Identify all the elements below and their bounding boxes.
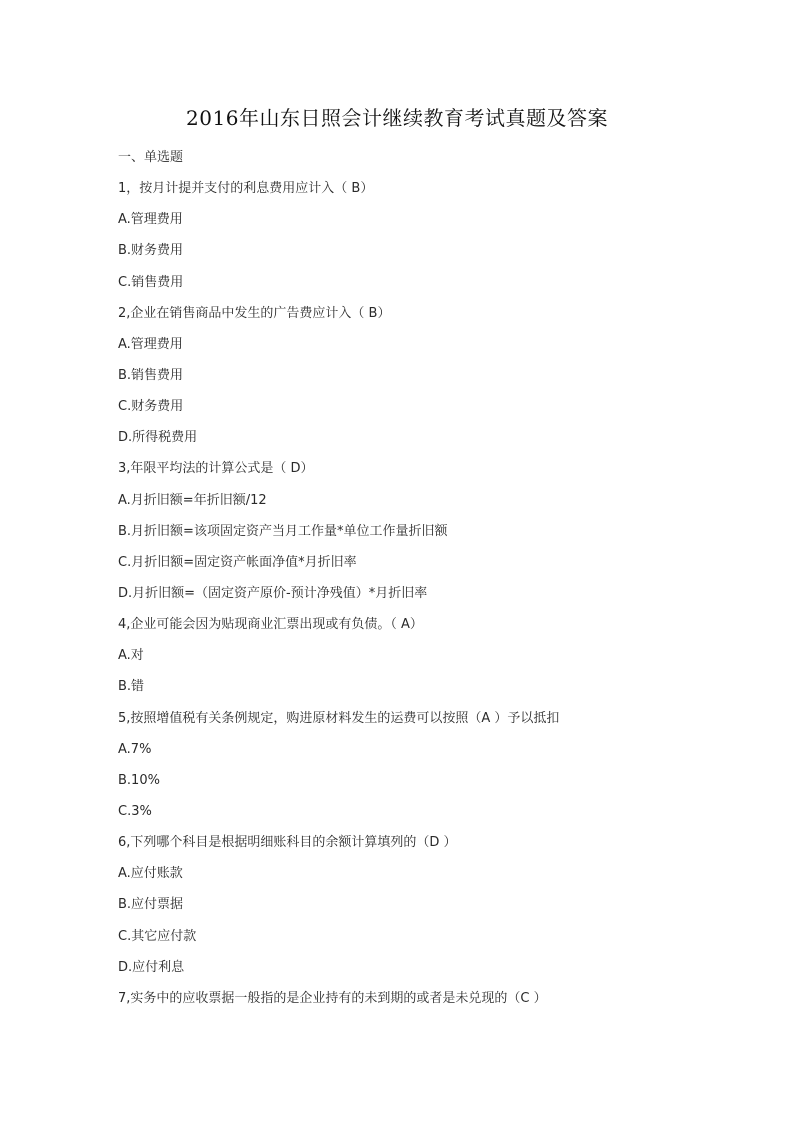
option-line: B.月折旧额=该项固定资产当月工作量*单位工作量折旧额 bbox=[118, 523, 448, 539]
section-heading: 一、单选题 bbox=[118, 150, 184, 165]
question-3: 3,年限平均法的计算公式是（ D） bbox=[118, 461, 314, 477]
option-line: B.销售费用 bbox=[118, 367, 184, 383]
option-line: C.月折旧额=固定资产帐面净值*月折旧率 bbox=[118, 554, 357, 570]
option-line: D.应付利息 bbox=[118, 959, 185, 975]
option-line: A.对 bbox=[118, 648, 144, 664]
question-2: 2,企业在销售商品中发生的广告费应计入（ B） bbox=[118, 305, 391, 321]
option-line: C.3% bbox=[118, 803, 152, 819]
option-line: A.管理费用 bbox=[118, 336, 183, 352]
option-line: D.月折旧额=（固定资产原价-预计净残值）*月折旧率 bbox=[118, 585, 428, 601]
option-line: D.所得税费用 bbox=[118, 430, 198, 446]
option-line: C.其它应付款 bbox=[118, 928, 197, 944]
option-line: A.月折旧额=年折旧额/12 bbox=[118, 492, 267, 508]
question-7: 7,实务中的应收票据一般指的是企业持有的未到期的或者是未兑现的（C ） bbox=[118, 990, 547, 1006]
option-line: B.财务费用 bbox=[118, 243, 184, 259]
option-line: B.应付票据 bbox=[118, 897, 184, 913]
option-line: B.10% bbox=[118, 772, 160, 788]
question-list bbox=[118, 142, 758, 1014]
question-1: 1，按月计提并支付的利息费用应计入（ B） bbox=[118, 181, 374, 197]
option-line: A.7% bbox=[118, 741, 152, 757]
question-6: 6,下列哪个科目是根据明细账科目的余额计算填列的（D ） bbox=[118, 835, 457, 851]
option-line: A.应付账款 bbox=[118, 866, 183, 882]
document-title: 2016年山东日照会计继续教育考试真题及答案 bbox=[186, 106, 608, 130]
question-5: 5,按照增值税有关条例规定，购进原材料发生的运费可以按照（A ）予以抵扣 bbox=[118, 710, 560, 726]
option-line: A.管理费用 bbox=[118, 212, 183, 228]
option-line: C.财务费用 bbox=[118, 399, 184, 415]
option-line: B.错 bbox=[118, 679, 145, 695]
option-line: C.销售费用 bbox=[118, 274, 184, 290]
question-4: 4,企业可能会因为贴现商业汇票出现或有负债。（ A） bbox=[118, 617, 423, 633]
